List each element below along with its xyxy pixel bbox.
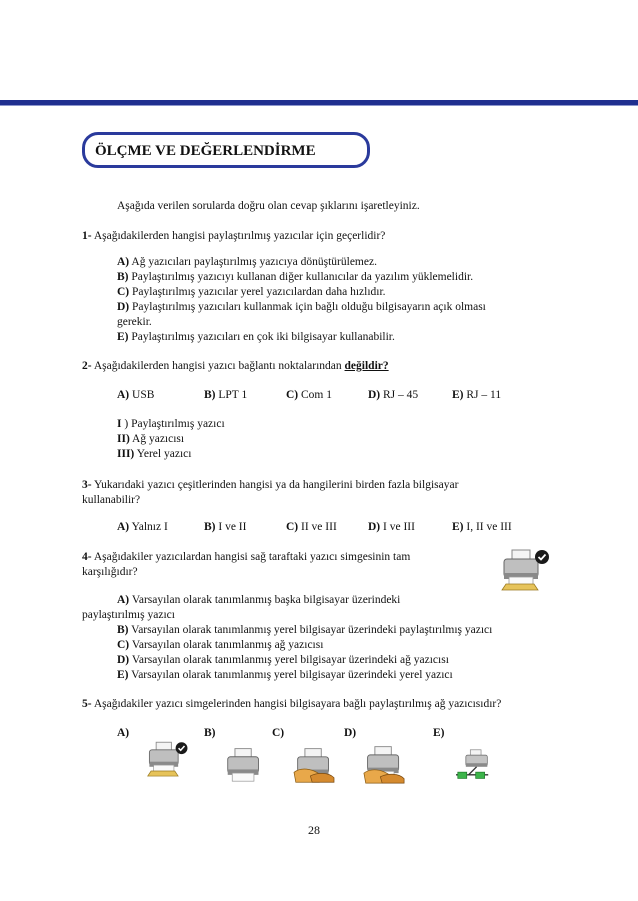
- q1-option-c: C) Paylaştırılmış yazıcılar yerel yazıcılardan daha hızlıdır.: [117, 286, 386, 298]
- q1-option-a: A) Ağ yazıcıları paylaştırılmış yazıcıya dönüştürülemez.: [117, 256, 377, 268]
- q1-option-e: E) Paylaştırılmış yazıcıları en çok iki bilgisayar kullanabilir.: [117, 331, 395, 343]
- printer-type-1: I ) Paylaştırılmış yazıcı: [117, 418, 225, 430]
- q5-option-b: B): [204, 727, 216, 739]
- section-title-box: [82, 132, 370, 168]
- q3-option-c: C) II ve III: [286, 521, 337, 533]
- q5-option-e: E): [433, 727, 445, 739]
- q4-option-a-cont: paylaştırılmış yazıcı: [82, 609, 175, 621]
- q5-option-c: C): [272, 727, 285, 739]
- shared-printer-hand-icon: [292, 745, 336, 785]
- question-4-cont: karşılığıdır?: [82, 566, 138, 578]
- shared-printer-hand-icon: [362, 743, 406, 785]
- question-3-cont: kullanabilir?: [82, 494, 141, 506]
- instruction: Aşağıda verilen sorularda doğru olan cevap şıklarını işaretleyiniz.: [117, 200, 420, 212]
- q2-option-d: D) RJ – 45: [368, 389, 419, 401]
- printer-type-3: III) Yerel yazıcı: [117, 448, 192, 460]
- local-printer-icon: [224, 745, 264, 783]
- page-number: 28: [308, 823, 320, 837]
- q3-option-e: E) I, II ve III: [452, 521, 512, 533]
- q2-option-e: E) RJ – 11: [452, 389, 502, 401]
- default-shared-printer-icon: [500, 546, 552, 596]
- q3-option-a: A) Yalnız I: [117, 521, 168, 533]
- question-3: 3- Yukarıdaki yazıcı çeşitlerinden hangisi ya da hangilerini birden fazla bilgisayar: [82, 479, 459, 491]
- q4-option-b: B) Varsayılan olarak tanımlanmış yerel bilgisayar üzerindeki paylaştırılmış yazıcı: [117, 624, 493, 636]
- printer-type-2: II) Ağ yazıcısı: [117, 433, 185, 445]
- question-4: 4- Aşağıdakiler yazıcılardan hangisi sağ taraftaki yazıcı simgesinin tam: [82, 551, 411, 563]
- question-1: [82, 230, 385, 243]
- q4-option-e: E) Varsayılan olarak tanımlanmış yerel bilgisayar üzerindeki yerel yazıcı: [117, 669, 453, 681]
- q2-option-a: A) USB: [117, 389, 155, 401]
- q4-option-c: C) Varsayılan olarak tanımlanmış ağ yazıcısı: [117, 639, 324, 651]
- q3-option-b: B) I ve II: [204, 521, 247, 533]
- q5-option-d: D): [344, 727, 357, 739]
- network-printer-icon: [452, 748, 494, 782]
- question-2: 2- Aşağıdakilerden hangisi yazıcı bağlantı noktalarından değildir?: [82, 360, 389, 372]
- question-number: 1-: [82, 230, 92, 242]
- default-shared-printer-icon: [146, 738, 190, 782]
- q2-option-b: B) LPT 1: [204, 389, 248, 401]
- question-text: Aşağıdakilerden hangisi paylaştırılmış yazıcılar için geçerlidir?: [93, 230, 386, 242]
- q1-option-b: B) Paylaştırılmış yazıcıyı kullanan diğer kullanıcılar da yazılım yüklemelidir.: [117, 271, 474, 283]
- q2-option-c: C) Com 1: [286, 389, 333, 401]
- q3-option-d: D) I ve III: [368, 521, 415, 533]
- q4-option-d: D) Varsayılan olarak tanımlanmış yerel bilgisayar üzerindeki ağ yazıcısı: [117, 654, 449, 666]
- question-5: 5- Aşağıdakiler yazıcı simgelerinden hangisi bilgisayara bağlı paylaştırılmış ağ yazıcısıdır?: [82, 698, 502, 710]
- top-rule-thin: [0, 105, 638, 106]
- q1-option-d: D) Paylaştırılmış yazıcıları kullanmak için bağlı olduğu bilgisayarın açık olması: [117, 301, 486, 313]
- emphasis-word: değildir?: [344, 360, 389, 372]
- q1-option-d-cont: gerekir.: [117, 316, 152, 328]
- q5-option-a: A): [117, 727, 130, 739]
- section-title: ÖLÇME VE DEĞERLENDİRME: [95, 143, 316, 159]
- q4-option-a: A) Varsayılan olarak tanımlanmış başka bilgisayar üzerindeki: [117, 594, 401, 606]
